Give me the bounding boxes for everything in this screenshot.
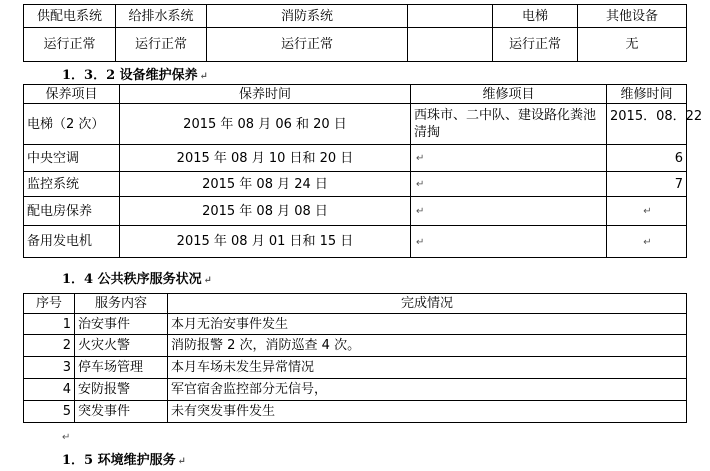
- maintenance-table: [23, 84, 703, 258]
- public-order-table: [23, 293, 687, 423]
- table-row: [24, 335, 687, 357]
- table-row: [24, 314, 687, 335]
- header-blank: [408, 5, 493, 28]
- repair-item: 西珠市、二中队、建设路化粪池清掏: [411, 104, 607, 145]
- service-content: 火灾火警: [75, 335, 168, 357]
- header-elevator: 电梯: [493, 5, 578, 28]
- section-heading-public-order: 1．4 公共秩序服务状况 ↵: [62, 272, 213, 287]
- table-row: [24, 197, 687, 226]
- serial-number: 5: [24, 401, 75, 423]
- status-water-supply: 运行正常: [116, 28, 207, 62]
- header-repair-time: 维修时间: [607, 85, 687, 104]
- repair-time: ↵: [607, 197, 687, 226]
- maintenance-time: 2015 年 08 月 24 日: [120, 172, 411, 197]
- status-elevator: 运行正常: [493, 28, 578, 62]
- maintenance-time: 2015 年 08 月 06 和 20 日: [120, 104, 411, 145]
- table-row: [24, 145, 687, 172]
- completion-status: 军官宿舍监控部分无信号，: [168, 379, 687, 401]
- service-content: 治安事件: [75, 314, 168, 335]
- repair-time: 7: [607, 172, 687, 197]
- status-other-equipment: 无: [578, 28, 687, 62]
- serial-number: 1: [24, 314, 75, 335]
- completion-status: 未有突发事件发生: [168, 401, 687, 423]
- service-content: 突发事件: [75, 401, 168, 423]
- repair-item: ↵: [411, 145, 607, 172]
- table-row: [24, 172, 687, 197]
- header-service-content: 服务内容: [75, 294, 168, 314]
- header-completion: 完成情况: [168, 294, 687, 314]
- header-water-supply: 给排水系统: [116, 5, 207, 28]
- maintenance-item: 备用发电机: [24, 226, 120, 258]
- status-power-supply: 运行正常: [24, 28, 116, 62]
- header-maintenance-time: 保养时间: [120, 85, 411, 104]
- header-maintenance-item: 保养项目: [24, 85, 120, 104]
- header-repair-item: 维修项目: [411, 85, 607, 104]
- maintenance-item: 监控系统: [24, 172, 120, 197]
- maintenance-time: 2015 年 08 月 10 日和 20 日: [120, 145, 411, 172]
- repair-time: 2015．08．22: [607, 104, 687, 145]
- header-other-equipment: 其他设备: [578, 5, 687, 28]
- serial-number: 4: [24, 379, 75, 401]
- serial-number: 2: [24, 335, 75, 357]
- section-heading-maintenance: 1．3．2 设备维护保养 ↵: [62, 68, 209, 83]
- maintenance-time: 2015 年 08 月 08 日: [120, 197, 411, 226]
- repair-time: ↵: [607, 226, 687, 258]
- service-content: 安防报警: [75, 379, 168, 401]
- header-fire-system: 消防系统: [207, 5, 408, 28]
- table-row: [24, 226, 687, 258]
- maintenance-item: 电梯（2 次）: [24, 104, 120, 145]
- equipment-status-table: [23, 4, 687, 62]
- repair-time: 6: [607, 145, 687, 172]
- maintenance-item: 配电房保养: [24, 197, 120, 226]
- status-fire-system: 运行正常: [207, 28, 408, 62]
- header-serial-number: 序号: [24, 294, 75, 314]
- completion-status: 本月车场未发生异常情况: [168, 357, 687, 379]
- completion-status: 消防报警 2 次，消防巡查 4 次。: [168, 335, 687, 357]
- status-blank: [408, 28, 493, 62]
- completion-status: 本月无治安事件发生: [168, 314, 687, 335]
- table-row: [24, 401, 687, 423]
- repair-item: ↵: [411, 197, 607, 226]
- repair-item: ↵: [411, 172, 607, 197]
- table-row: [24, 104, 687, 145]
- paragraph-mark: ↵: [62, 432, 71, 443]
- repair-item: ↵: [411, 226, 607, 258]
- maintenance-time: 2015 年 08 月 01 日和 15 日: [120, 226, 411, 258]
- header-power-supply: 供配电系统: [24, 5, 116, 28]
- table-row: [24, 357, 687, 379]
- serial-number: 3: [24, 357, 75, 379]
- service-content: 停车场管理: [75, 357, 168, 379]
- maintenance-item: 中央空调: [24, 145, 120, 172]
- section-heading-environment: 1．5 环境维护服务 ↵: [62, 453, 187, 468]
- table-row: [24, 379, 687, 401]
